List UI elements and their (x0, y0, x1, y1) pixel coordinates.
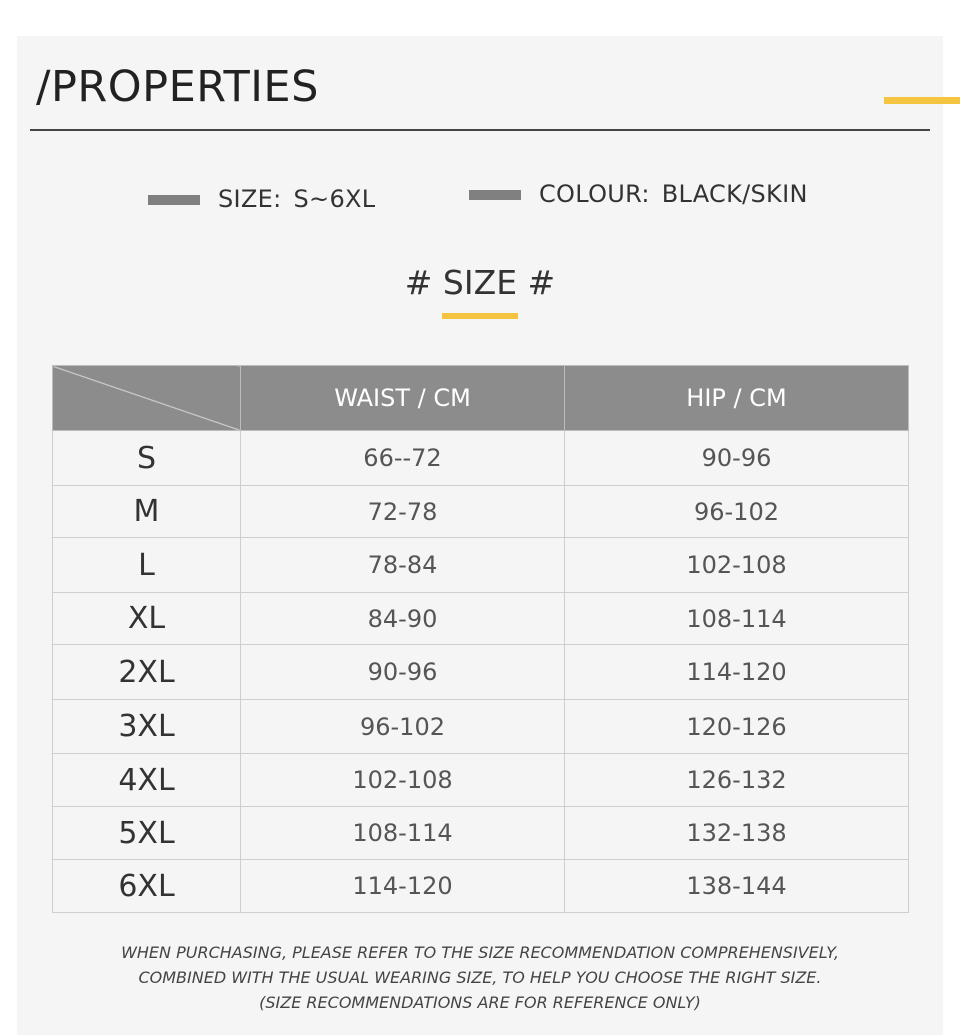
diagonal-header-cell (53, 366, 241, 431)
size-cell: XL (53, 593, 241, 645)
waist-cell: 90-96 (241, 645, 565, 700)
table-row (53, 700, 909, 754)
title-divider (30, 129, 930, 131)
waist-column-header: WAIST / CM (241, 366, 565, 431)
footer-note-line: (SIZE RECOMMENDATIONS ARE FOR REFERENCE ONLY) (259, 993, 701, 1012)
hip-cell: 132-138 (565, 807, 909, 860)
size-cell: L (53, 538, 241, 593)
size-heading: # SIZE # (404, 263, 556, 302)
waist-cell: 96-102 (241, 700, 565, 754)
property-colour (469, 180, 808, 208)
size-cell: 4XL (53, 754, 241, 807)
page-title: /PROPERTIES (36, 62, 319, 112)
size-value: S~6XL (293, 185, 376, 213)
hip-cell: 108-114 (565, 593, 909, 645)
footer-note-line: WHEN PURCHASING, PLEASE REFER TO THE SIZE RECOMMENDATION COMPREHENSIVELY, (121, 943, 839, 962)
hip-cell: 102-108 (565, 538, 909, 593)
hip-cell: 120-126 (565, 700, 909, 754)
size-cell: 2XL (53, 645, 241, 700)
table-row (53, 645, 909, 700)
hip-cell: 138-144 (565, 860, 909, 913)
table-row (53, 538, 909, 593)
waist-cell: 66--72 (241, 431, 565, 486)
size-chart-table (52, 365, 909, 913)
colour-value: BLACK/SKIN (661, 180, 808, 208)
waist-cell: 78-84 (241, 538, 565, 593)
table-header-row (53, 366, 909, 431)
size-cell: 5XL (53, 807, 241, 860)
table-row (53, 860, 909, 913)
table-row (53, 593, 909, 645)
size-cell: 6XL (53, 860, 241, 913)
size-cell: S (53, 431, 241, 486)
table-row (53, 486, 909, 538)
size-heading-underline (442, 313, 518, 319)
waist-cell: 72-78 (241, 486, 565, 538)
waist-cell: 114-120 (241, 860, 565, 913)
footer-note-line: COMBINED WITH THE USUAL WEARING SIZE, TO HELP YOU CHOOSE THE RIGHT SIZE. (138, 968, 822, 987)
table-row (53, 754, 909, 807)
hip-cell: 96-102 (565, 486, 909, 538)
hip-cell: 114-120 (565, 645, 909, 700)
bullet-bar-icon (148, 195, 200, 205)
size-label: SIZE: (218, 185, 282, 213)
waist-cell: 84-90 (241, 593, 565, 645)
size-cell: M (53, 486, 241, 538)
bullet-bar-icon (469, 190, 521, 200)
hip-cell: 90-96 (565, 431, 909, 486)
waist-cell: 108-114 (241, 807, 565, 860)
accent-bar (884, 97, 960, 104)
table-row (53, 431, 909, 486)
property-size (148, 185, 375, 213)
footer-note (0, 940, 960, 1015)
waist-cell: 102-108 (241, 754, 565, 807)
table-row (53, 807, 909, 860)
hip-cell: 126-132 (565, 754, 909, 807)
hip-column-header: HIP / CM (565, 366, 909, 431)
size-cell: 3XL (53, 700, 241, 754)
colour-label: COLOUR: (539, 180, 650, 208)
